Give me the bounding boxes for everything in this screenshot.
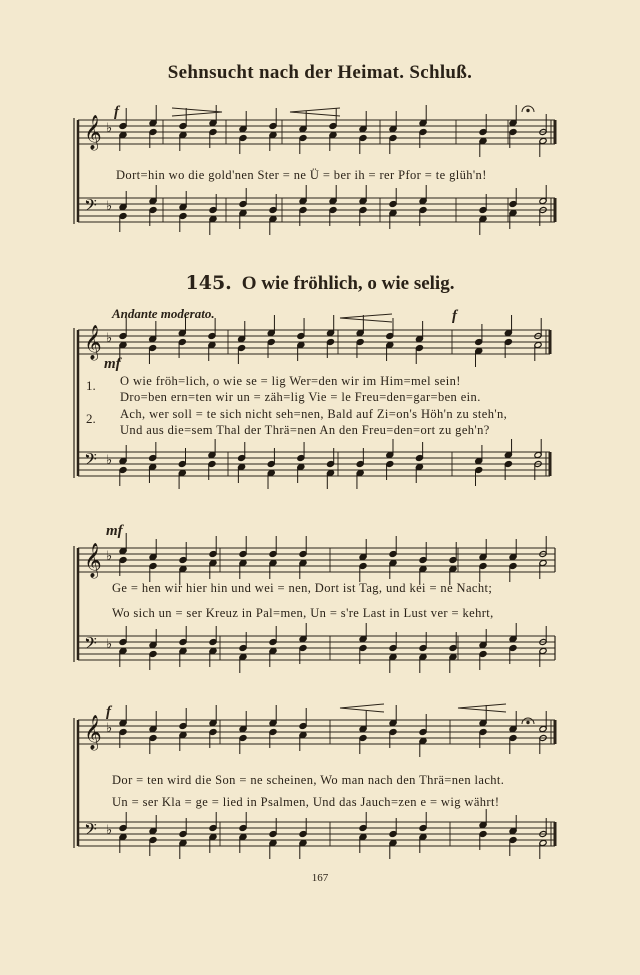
verse-number: 2.: [86, 411, 96, 426]
bass-clef-icon: 𝄢: [84, 633, 97, 657]
tempo-marking: Andante moderato.: [112, 306, 215, 321]
dynamic-marking: f: [106, 704, 111, 720]
lyric-line: Wo sich un = ser Kreuz in Pal=men, Un = s're Last in Lust ver = kehrt,: [112, 606, 494, 620]
flat-icon: ♭: [106, 721, 113, 736]
flat-icon: ♭: [106, 453, 113, 468]
treble-clef-icon: 𝄞: [84, 115, 102, 150]
lyric-line: O wie fröh=lich, o wie se = lig Wer=den wir im Him=mel sein!: [120, 374, 461, 388]
bass-clef-icon: 𝄢: [84, 449, 97, 473]
dynamic-marking: f: [114, 104, 119, 120]
fermata-dot: [527, 109, 529, 111]
fermata-dot: [527, 721, 529, 723]
page-number: 167: [311, 872, 329, 884]
dynamic-marking: mf: [106, 523, 123, 539]
treble-clef-icon: 𝄞: [84, 715, 102, 750]
bass-clef-icon: 𝄢: [84, 195, 97, 219]
dynamic-marking: mf: [104, 356, 121, 372]
lyric-line: Un = ser Kla = ge = lied in Psalmen, Und das Jauch=zen e = wig währt!: [112, 795, 500, 809]
crescendo-hairpin: [340, 704, 384, 712]
lyric-line: Dro=ben ern=ten wir un = zäh=lig Vie = le Freu=den=gar=ben ein.: [120, 390, 481, 404]
crescendo-hairpin: [340, 314, 392, 322]
flat-icon: ♭: [106, 331, 113, 346]
treble-clef-icon: 𝄞: [84, 325, 102, 360]
flat-icon: ♭: [106, 199, 113, 214]
treble-clef-icon: 𝄞: [84, 543, 102, 578]
section-heading: Sehnsucht nach der Heimat. Schluß.: [167, 62, 473, 83]
lyric-line: Dort=hin wo die gold'nen Ster = ne Ü = ber ih = rer Pfor = te glüh'n!: [116, 168, 487, 182]
lyric-line: Ach, wer soll = te sich nicht seh=nen, Bald auf Zi=on's Höh'n zu steh'n,: [120, 407, 508, 421]
dynamic-marking: f: [452, 308, 457, 324]
lyric-line: Ge = hen wir hier hin und wei = nen, Dort ist Tag, und kei = ne Nacht;: [112, 581, 493, 595]
flat-icon: ♭: [106, 121, 113, 136]
bass-clef-icon: 𝄢: [84, 819, 97, 843]
decrescendo-hairpin: [172, 108, 222, 116]
flat-icon: ♭: [106, 823, 113, 838]
verse-number: 1.: [86, 378, 96, 393]
flat-icon: ♭: [106, 549, 113, 564]
flat-icon: ♭: [106, 637, 113, 652]
lyric-line: Und aus die=sem Thal der Thrä=nen An den Freu=den=ort zu geh'n?: [120, 423, 490, 437]
crescendo-hairpin: [458, 704, 506, 712]
lyric-line: Dor = ten wird die Son = ne scheinen, Wo man nach den Thrä=nen lacht.: [112, 773, 505, 787]
crescendo-hairpin: [290, 108, 340, 116]
hymn-number: 145.: [185, 272, 232, 294]
hymn-title: O wie fröhlich, o wie selig.: [241, 273, 455, 294]
